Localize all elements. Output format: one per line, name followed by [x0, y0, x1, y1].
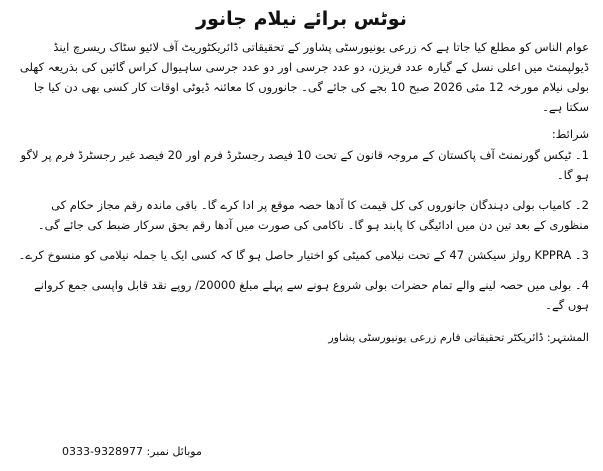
condition-3: 3۔ KPPRA رولز سیکشن 47 کے تحت نیلامی کمیٹی کو اختیار حاصل ہو گا کہ کسی ایک یا جملہ نیلامی کو منسوخ کرے۔ [18, 247, 589, 262]
intro-paragraph: عوام الناس کو مطلع کیا جاتا ہے کہ زرعی یونیورسٹی پشاور کے تحقیقاتی ڈائریکٹوریٹ آف لائیو سٹاک ریسرچ اینڈ ڈیولپمنٹ میں اعلی نسل کے گیارہ عدد فریزن، دو عدد جرسی اور دو عدد جرسی ساہیوال کراس گائیں کی بذریعہ کھلی بولی نیلام مورخہ 12 مئی 2026 صبح 10 بجے کی جائے گی۔ جانوروں کا معائنہ ڈیوٹی اوقات کار کسی بھی دن کیا جا سکتا ہے۔ [19, 39, 589, 114]
signature-line: المشتہر: ڈائریکٹر تحقیقاتی فارم زرعی یونیورسٹی پشاور [328, 330, 589, 344]
notice-title: نوٹس برائے نیلام جانور [196, 8, 407, 30]
mobile-label: موبائل نمبر: [146, 445, 202, 458]
mobile-contact [58, 445, 202, 458]
condition-4: 4۔ بولی میں حصہ لینے والے تمام حضرات بولی شروع ہونے سے پہلے مبلغ 20000/ روپے نقد قابل واپسی جمع کروانے ہوں گے۔ [33, 277, 589, 312]
mobile-number: 0333-9328977 [62, 445, 143, 458]
condition-1: 1۔ ٹیکس گورنمنٹ آف پاکستان کے مروجہ قانون کے تحت 10 فیصد رجسٹرڈ فرم اور 20 فیصد غیر رجسٹرڈ فرم پر لاگو ہو گا۔ [20, 147, 589, 182]
conditions-heading: شرائط: [551, 126, 589, 141]
condition-2: 2۔ کامیاب بولی دہندگان جانوروں کی کل قیمت کا آدھا حصہ موقع پر ادا کرے گا۔ باقی ماندہ رقم مجاز حکام کی منظوری کے بعد تین دن میں ادائیگی کا پابند ہو گا۔ ناکامی کی صورت میں آدھا رقم بحق سرکار ضبط کی جائے گی۔ [37, 197, 589, 232]
